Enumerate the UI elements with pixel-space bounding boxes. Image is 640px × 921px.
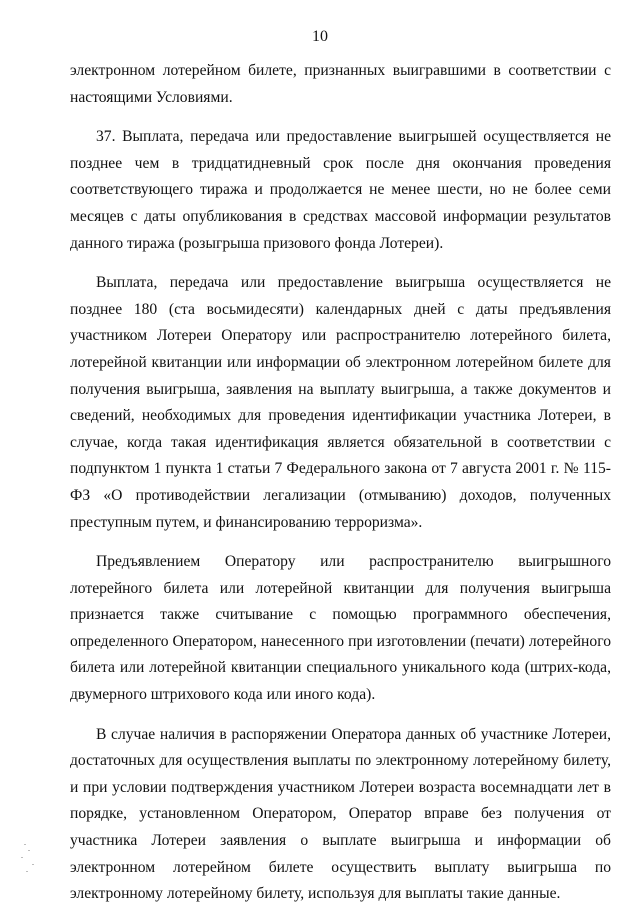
document-body xyxy=(70,58,611,921)
paragraph-electronic-payment: В случае наличия в распоряжении Оператора данных об участнике Лотереи, достаточных для осуществления выплаты по электронному лотерейному билету, и при условии подтверждения участником Лотереи возраста восемнадцати лет в порядке, установленном Оператором, Оператор вправе без получения от участника Лотереи заявления о выплате выигрыша и информации об электронном лотерейном билете осуществить выплату выигрыша по электронному лотерейному билету, используя для выплаты такие данные. xyxy=(70,725,611,903)
scan-speck xyxy=(21,857,23,858)
scan-speck xyxy=(26,871,28,872)
paragraph-payment-deadline: Выплата, передача или предоставление выигрыша осуществляется не позднее 180 (ста восьмидесяти) календарных дней с даты предъявления участником Лотереи Оператору или распространителю лотерейного билета, лотерейной квитанции или информации об электронном лотерейном билете для получения выигрыша, заявления на выплату выигрыша, а также документов и сведений, необходимых для проведения идентификации участника Лотереи, в случае, когда такая идентификация является обязательной в соответствии с подпунктом 1 пункта 1 статьи 7 Федерального закона от 7 августа 2001 г. № 115-ФЗ «О противодействии легализации (отмыванию) доходов, полученных преступным путем, и финансированию терроризма». xyxy=(70,274,611,531)
page-number: 10 xyxy=(312,28,328,45)
scan-speck xyxy=(28,850,30,851)
paragraph-clause-37: 37. Выплата, передача или предоставление выигрышей осуществляется не позднее чем в тридцатидневный срок после дня окончания проведения соответствующего тиража и продолжается не менее шести, но не более семи месяцев с даты опубликования в средствах массовой информации результатов данного тиража (розыгрыша призового фонда Лотереи). xyxy=(70,128,611,252)
scan-speck xyxy=(24,844,26,845)
scan-speck xyxy=(32,864,34,865)
paragraph-continuation: электронном лотерейном билете, признанных выигравшими в соответствии с настоящими Условиями. xyxy=(70,62,611,106)
paragraph-presentation: Предъявлением Оператору или распространителю выигрышного лотерейного билета или лотерейной квитанции для получения выигрыша признается также считывание с помощью программного обеспечения, определенного Оператором, нанесенного при изготовлении (печати) лотерейного билета или лотерейной квитанции специального уникального кода (штрих-кода, двумерного штрихового кода или иного кода). xyxy=(70,553,611,704)
scan-margin-marks xyxy=(10,840,50,880)
